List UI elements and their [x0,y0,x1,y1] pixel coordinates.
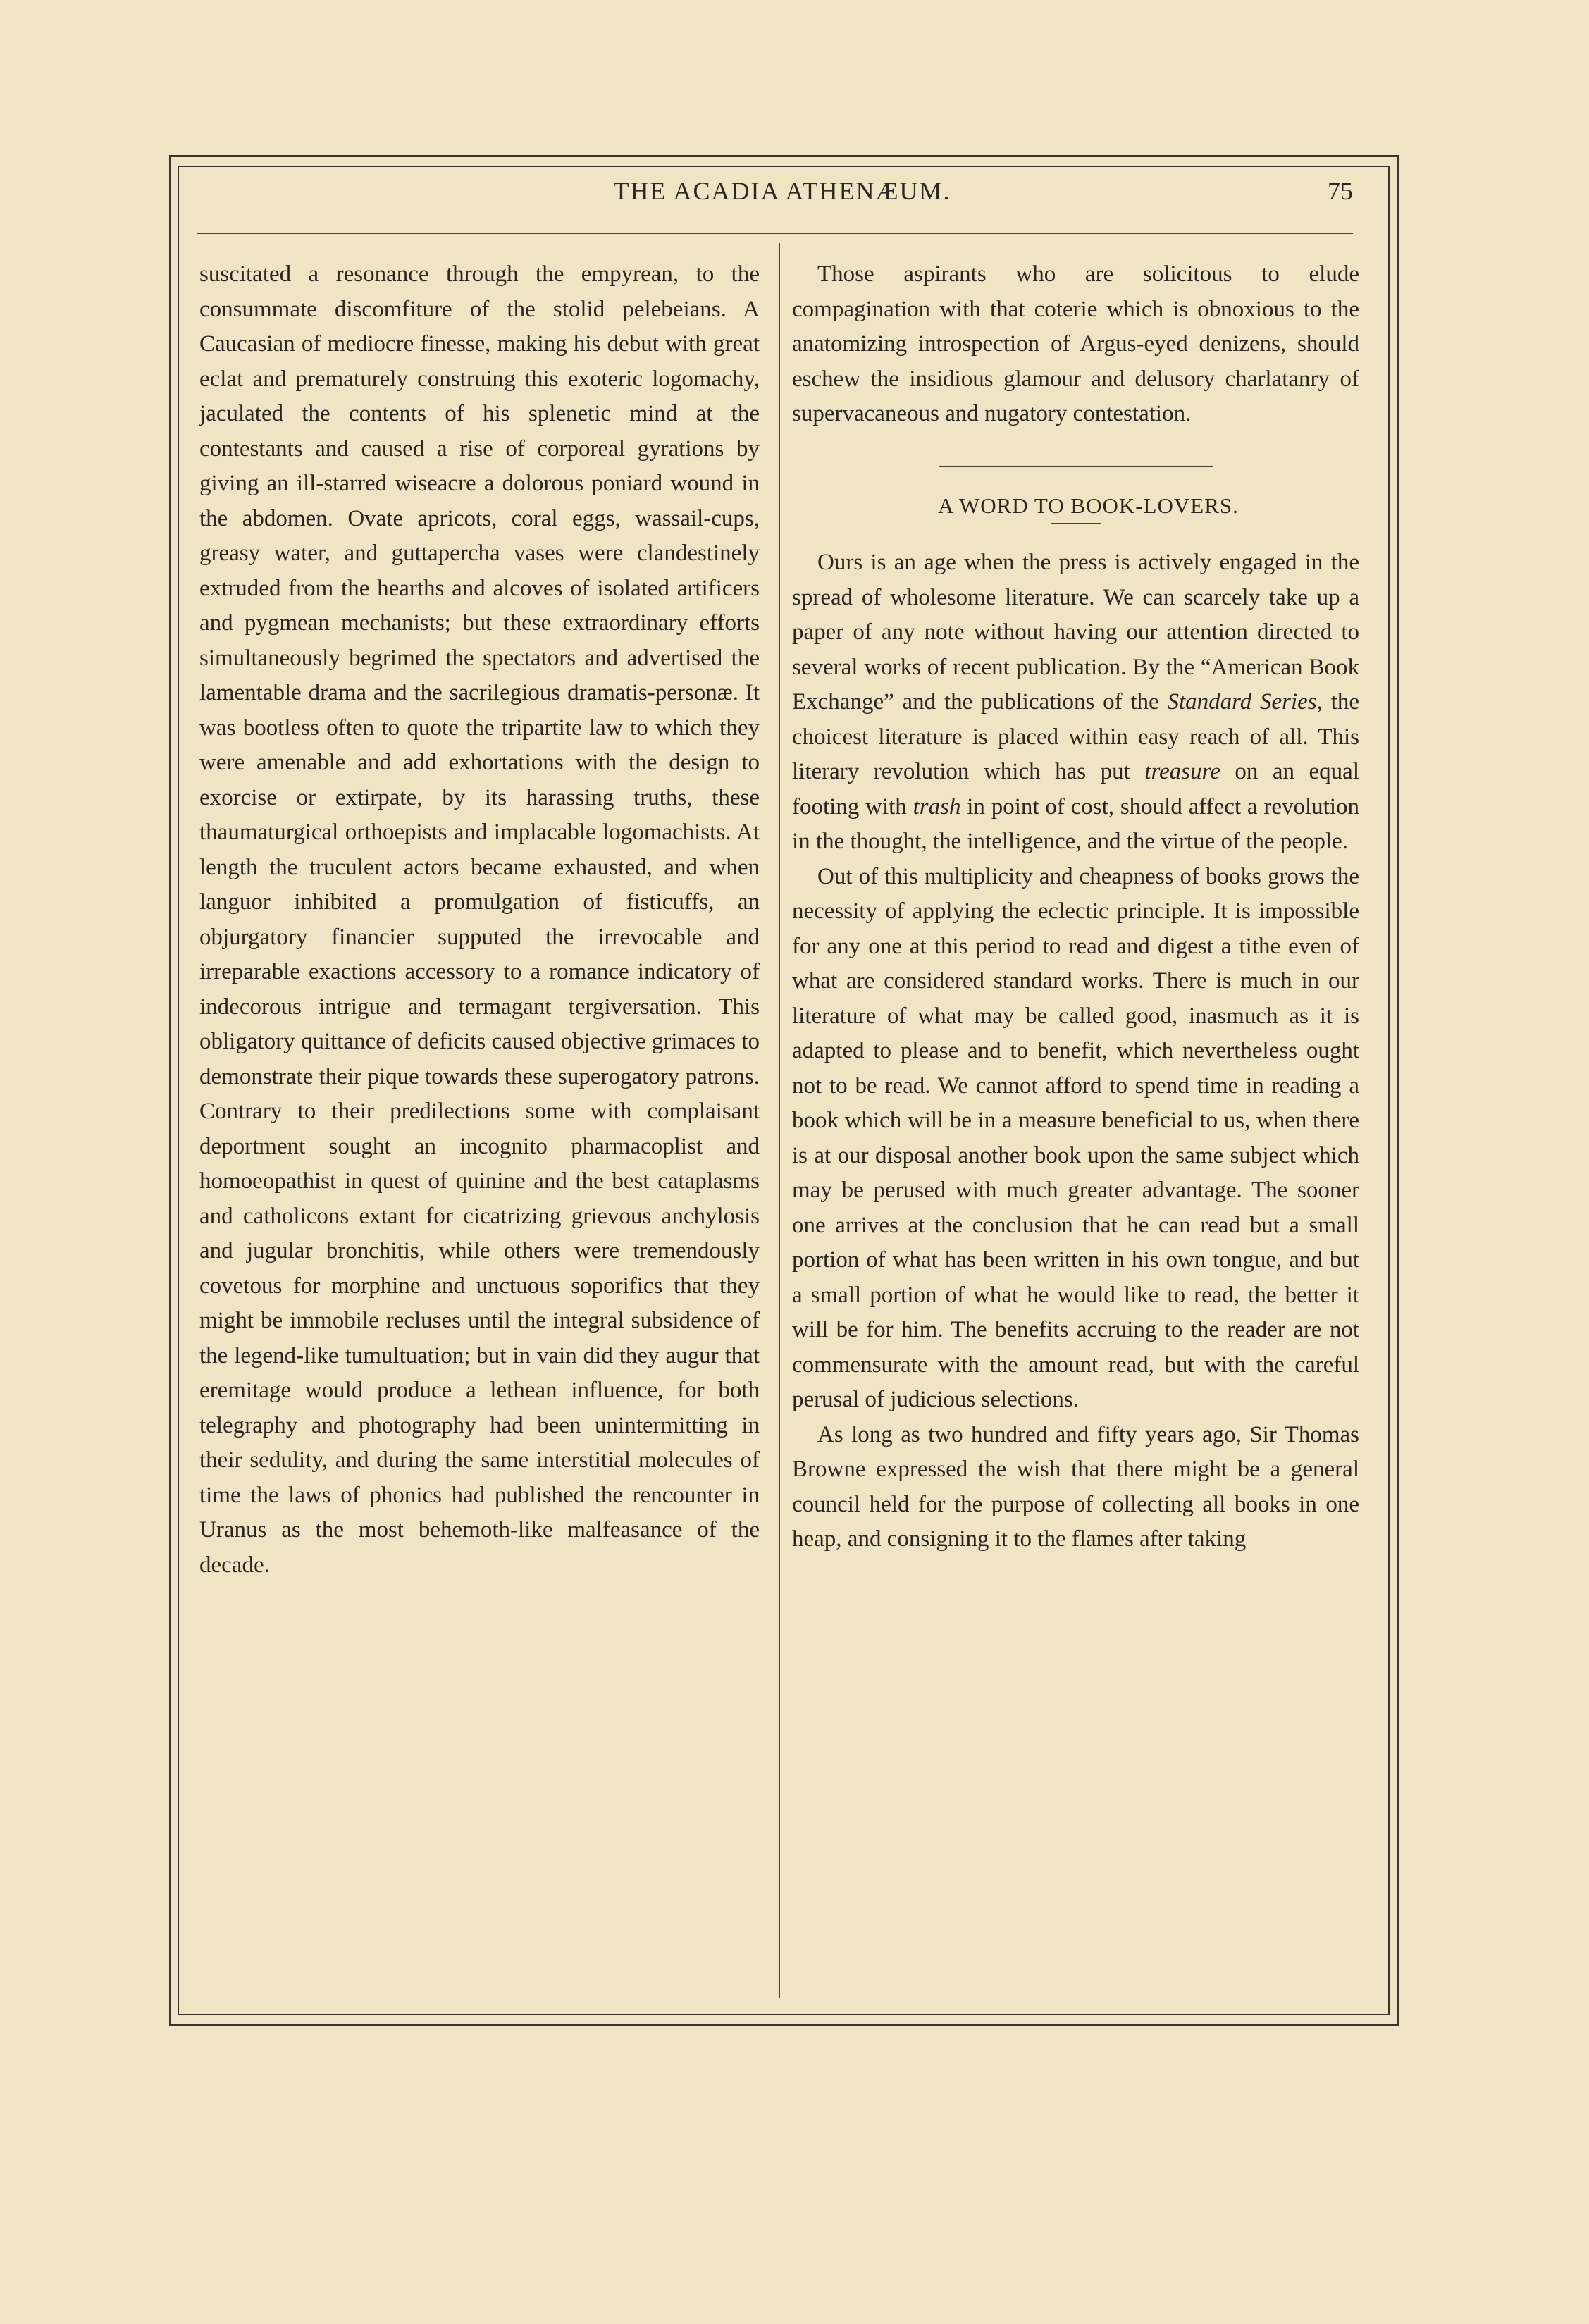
article-paragraph-3: As long as two hundred and fifty years ago, Sir Thomas Browne expressed the wish that there might be a general council held for the purpose of collecting all books in one heap, and consigning it to the flames after taking [792,1421,1359,1552]
page-number: 75 [1328,177,1353,205]
section-separator-rule [939,466,1213,467]
right-column [792,257,1359,1557]
heading-underline-rule [1051,523,1101,524]
column-divider [779,243,780,1998]
p1-text-c: on an equal footing with [792,759,1359,820]
article-paragraph-2: Out of this multiplicity and cheapness of books grows the necessity of applying the eclectic principle. It is impossible for any one at this period to read and digest a tithe even of what are considered standard works. There is much in our literature of what may be called good, inasmuch as it is adapted to please and to benefit, which nevertheless ought not to be read. We cannot afford to spend time in reading a book which will be in a measure beneficial to us, when there is at our disposal another book upon the same subject which may be perused with much greater advantage. The sooner one arrives at the conclusion that he can read but a small portion of what has been written in his own tongue, and but a small portion of what he would like to read, the better it will be for him. The benefits accruing to the reader are not commensurate with the amount read, but with the careful perusal of judicious selections. [792,863,1359,1412]
section-heading: A WORD TO BOOK-LOVERS. [938,493,1239,518]
p1-text-b: , the choicest literature is placed within easy reach of all. This literary revolution which has put [792,689,1359,784]
p1-text-a: Ours is an age when the press is actively engaged in the spread of wholesome literature. We can scarcely take up a paper of any note without having our attention directed to several works of recent publication. By the “American Book Exchange” and the publications of the [792,550,1359,715]
journal-title: THE ACADIA ATHENÆUM. [613,177,951,205]
continued-paragraph: suscitated a resonance through the empyrean, to the consummate discomfiture of the stolid pelebeians. A Caucasian of mediocre finesse, making his debut with great eclat and prematurely construing this exoteric logomachy, jaculated the contents of his splenetic mind at the contestants and caused a rise of corporeal gyrations by giving an ill-starred wiseacre a dolorous poniard wound in the abdomen. Ovate apricots, coral eggs, wassail-cups, greasy water, and guttapercha vases were clandestinely extruded from the hearths and alcoves of isolated artificers and pygmean mechanists; but these extraordinary efforts simultaneously begrimed the spectators and advertised the lamentable drama and the sacrilegious dramatis-personæ. It was bootless often to quote the tripartite law to which they were amenable and add exhortations with the design to exorcise or extirpate, by its harassing truths, these thaumaturgical orthoepists and implacable logomachists. At length the truculent actors became exhausted, and when languor inhibited a promulgation of fisticuffs, an objurgatory financier supputed the irrevocable and irreparable exactions accessory to a romance indicatory of indecorous intrigue and termagant tergiversation. This obligatory quittance of deficits caused objective grimaces to demonstrate their pique towards these superogatory patrons. Contrary to their predilections some with complaisant deportment sought an incognito pharmacoplist and homoeopathist in quest of quinine and the best cataplasms and catholicons extant for cicatrizing grievous anchylosis and jugular bronchitis, while others were tremendously covetous for morphine and unctuous soporifics that they might be immobile recluses until the integral subsidence of the legend-like tumultuation; but in vain did they augur that eremitage would produce a lethean influence, for both telegraphy and photography had been unintermitting in their sedulity, and during the same interstitial molecules of time the laws of phonics had published the rencounter in Uranus as the most behemoth-like malfeasance of the decade. [199,261,760,1578]
running-header [183,176,1381,218]
treasure-word: treasure [1144,759,1220,784]
article-paragraph-1 [792,545,1359,860]
trash-word: trash [913,793,961,820]
intro-paragraph: Those aspirants who are solicitous to elude compagination with that coterie which is obnoxious to the anatomizing introspection of Argus-eyed denizens, should eschew the insidious glamour and delusory charlatanry of supervacaneous and nugatory contestation. [792,261,1359,426]
header-rule [197,233,1353,234]
left-column [199,257,760,1583]
p1-text-d: in point of cost, should affect a revolution in the thought, the intelligence, and the virtue of the people. [792,793,1359,854]
standard-series-title: Standard Series [1167,689,1317,715]
